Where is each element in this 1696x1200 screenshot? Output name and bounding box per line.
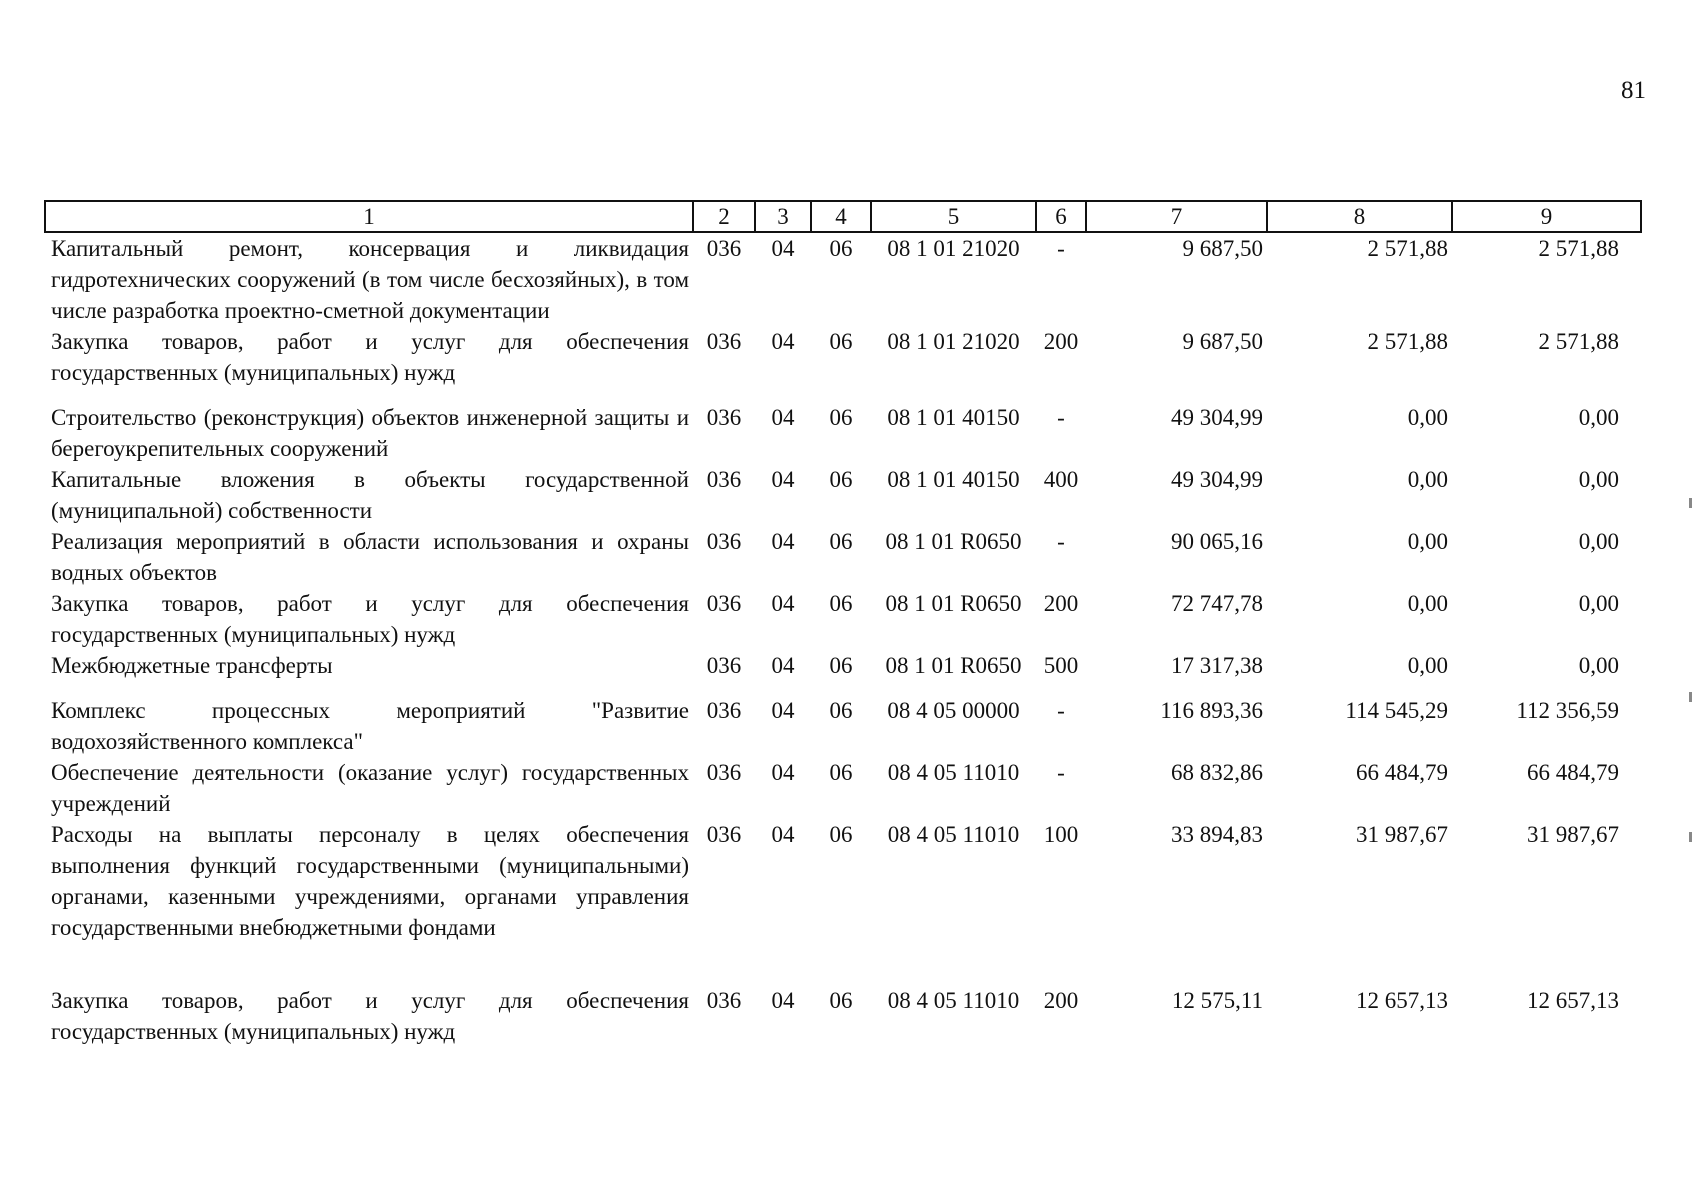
row-amount-col7: 116 893,36 bbox=[1160, 698, 1263, 723]
row-amount-col7: 12 575,11 bbox=[1171, 988, 1263, 1013]
row-ministry-code: 036 bbox=[706, 760, 742, 785]
row-subsection-code: 06 bbox=[829, 405, 853, 430]
table-row bbox=[45, 819, 1641, 985]
row-name: Расходы на выплаты персоналу в целях обеспечения выполнения функций государственными (муниципальными) органами, казенными учреждениями, органами управления государственными внебюджетными фондами bbox=[51, 822, 689, 940]
row-section-code: 04 bbox=[771, 529, 795, 554]
row-amount-col9: 0,00 bbox=[1578, 467, 1619, 492]
row-ministry-code: 036 bbox=[706, 988, 742, 1013]
scan-edge-mark bbox=[1689, 498, 1692, 508]
header-col-8: 8 bbox=[1267, 201, 1452, 232]
row-target-code: 08 1 01 R0650 bbox=[885, 529, 1022, 554]
row-name: Капитальные вложения в объекты государственной (муниципальной) собственности bbox=[51, 467, 689, 523]
row-subsection-code: 06 bbox=[829, 467, 853, 492]
row-ministry-code: 036 bbox=[706, 653, 742, 678]
row-section-code: 04 bbox=[771, 467, 795, 492]
budget-table bbox=[44, 200, 1642, 1047]
table-row bbox=[45, 757, 1641, 819]
row-subsection-code: 06 bbox=[829, 529, 853, 554]
row-amount-col8: 2 571,88 bbox=[1367, 329, 1448, 354]
row-ministry-code: 036 bbox=[706, 698, 742, 723]
row-amount-col8: 31 987,67 bbox=[1356, 822, 1448, 847]
table-row bbox=[45, 232, 1641, 326]
row-amount-col8: 66 484,79 bbox=[1356, 760, 1448, 785]
header-col-6: 6 bbox=[1036, 201, 1086, 232]
row-section-code: 04 bbox=[771, 236, 795, 261]
table-row bbox=[45, 402, 1641, 464]
row-amount-col7: 9 687,50 bbox=[1182, 329, 1263, 354]
row-expense-type: - bbox=[1057, 529, 1065, 554]
row-amount-col8: 0,00 bbox=[1407, 653, 1448, 678]
row-expense-type: 100 bbox=[1043, 822, 1079, 847]
row-subsection-code: 06 bbox=[829, 329, 853, 354]
row-section-code: 04 bbox=[771, 329, 795, 354]
header-row bbox=[45, 201, 1641, 232]
header-col-9: 9 bbox=[1452, 201, 1641, 232]
row-amount-col7: 72 747,78 bbox=[1171, 591, 1263, 616]
row-ministry-code: 036 bbox=[706, 405, 742, 430]
row-amount-col7: 68 832,86 bbox=[1171, 760, 1263, 785]
row-expense-type: 400 bbox=[1043, 467, 1079, 492]
row-expense-type: - bbox=[1057, 760, 1065, 785]
header-col-2: 2 bbox=[693, 201, 755, 232]
row-subsection-code: 06 bbox=[829, 236, 853, 261]
row-amount-col9: 2 571,88 bbox=[1538, 236, 1619, 261]
row-amount-col9: 12 657,13 bbox=[1527, 988, 1619, 1013]
row-section-code: 04 bbox=[771, 591, 795, 616]
header-col-5: 5 bbox=[871, 201, 1036, 232]
row-target-code: 08 1 01 R0650 bbox=[885, 653, 1022, 678]
scan-edge-mark bbox=[1689, 832, 1692, 842]
row-amount-col9: 0,00 bbox=[1578, 529, 1619, 554]
row-expense-type: 200 bbox=[1043, 329, 1079, 354]
row-section-code: 04 bbox=[771, 698, 795, 723]
row-amount-col9: 0,00 bbox=[1578, 653, 1619, 678]
header-col-3: 3 bbox=[755, 201, 811, 232]
row-amount-col9: 112 356,59 bbox=[1516, 698, 1619, 723]
row-section-code: 04 bbox=[771, 760, 795, 785]
row-amount-col9: 0,00 bbox=[1578, 591, 1619, 616]
row-ministry-code: 036 bbox=[706, 329, 742, 354]
header-col-1: 1 bbox=[45, 201, 693, 232]
row-amount-col8: 0,00 bbox=[1407, 405, 1448, 430]
row-target-code: 08 1 01 21020 bbox=[887, 329, 1020, 354]
row-expense-type: 500 bbox=[1043, 653, 1079, 678]
row-name: Реализация мероприятий в области использования и охраны водных объектов bbox=[51, 529, 689, 585]
row-target-code: 08 4 05 00000 bbox=[887, 698, 1020, 723]
row-ministry-code: 036 bbox=[706, 467, 742, 492]
table-row bbox=[45, 326, 1641, 402]
row-ministry-code: 036 bbox=[706, 591, 742, 616]
row-subsection-code: 06 bbox=[829, 822, 853, 847]
scan-edge-mark bbox=[1689, 692, 1692, 702]
row-section-code: 04 bbox=[771, 822, 795, 847]
row-ministry-code: 036 bbox=[706, 822, 742, 847]
row-name: Закупка товаров, работ и услуг для обеспечения государственных (муниципальных) нужд bbox=[51, 988, 689, 1044]
row-expense-type: 200 bbox=[1043, 988, 1079, 1013]
row-target-code: 08 1 01 40150 bbox=[887, 467, 1020, 492]
table-row bbox=[45, 526, 1641, 588]
row-name: Обеспечение деятельности (оказание услуг) государственных учреждений bbox=[51, 760, 689, 816]
row-amount-col8: 0,00 bbox=[1407, 529, 1448, 554]
row-amount-col7: 17 317,38 bbox=[1171, 653, 1263, 678]
row-amount-col8: 0,00 bbox=[1407, 467, 1448, 492]
row-amount-col7: 49 304,99 bbox=[1171, 467, 1263, 492]
row-amount-col7: 49 304,99 bbox=[1171, 405, 1263, 430]
row-expense-type: - bbox=[1057, 698, 1065, 723]
row-expense-type: - bbox=[1057, 236, 1065, 261]
table-row bbox=[45, 695, 1641, 757]
row-name: Закупка товаров, работ и услуг для обеспечения государственных (муниципальных) нужд bbox=[51, 591, 689, 647]
row-amount-col7: 9 687,50 bbox=[1182, 236, 1263, 261]
row-name: Капитальный ремонт, консервация и ликвидация гидротехнических сооружений (в том числе бесхозяйных), в том числе разработка проектно-сметной документации bbox=[51, 236, 689, 323]
row-amount-col7: 90 065,16 bbox=[1171, 529, 1263, 554]
row-target-code: 08 1 01 21020 bbox=[887, 236, 1020, 261]
row-amount-col9: 0,00 bbox=[1578, 405, 1619, 430]
row-name: Строительство (реконструкция) объектов инженерной защиты и берегоукрепительных сооружений bbox=[51, 405, 689, 461]
row-target-code: 08 4 05 11010 bbox=[887, 988, 1020, 1013]
row-subsection-code: 06 bbox=[829, 988, 853, 1013]
header-col-4: 4 bbox=[811, 201, 871, 232]
row-target-code: 08 1 01 R0650 bbox=[885, 591, 1022, 616]
row-expense-type: 200 bbox=[1043, 591, 1079, 616]
row-target-code: 08 4 05 11010 bbox=[887, 822, 1020, 847]
row-section-code: 04 bbox=[771, 988, 795, 1013]
table-row bbox=[45, 650, 1641, 695]
row-amount-col8: 2 571,88 bbox=[1367, 236, 1448, 261]
table-row bbox=[45, 588, 1641, 650]
row-expense-type: - bbox=[1057, 405, 1065, 430]
row-name: Межбюджетные трансферты bbox=[51, 653, 333, 678]
row-name: Закупка товаров, работ и услуг для обеспечения государственных (муниципальных) нужд bbox=[51, 329, 689, 385]
row-amount-col8: 0,00 bbox=[1407, 591, 1448, 616]
header-col-7: 7 bbox=[1086, 201, 1267, 232]
row-section-code: 04 bbox=[771, 405, 795, 430]
row-section-code: 04 bbox=[771, 653, 795, 678]
row-amount-col8: 114 545,29 bbox=[1345, 698, 1448, 723]
row-ministry-code: 036 bbox=[706, 529, 742, 554]
row-name: Комплекс процессных мероприятий "Развитие водохозяйственного комплекса" bbox=[51, 698, 689, 754]
row-subsection-code: 06 bbox=[829, 653, 853, 678]
row-amount-col8: 12 657,13 bbox=[1356, 988, 1448, 1013]
table-row bbox=[45, 985, 1641, 1047]
row-subsection-code: 06 bbox=[829, 591, 853, 616]
row-amount-col9: 31 987,67 bbox=[1527, 822, 1619, 847]
row-amount-col9: 66 484,79 bbox=[1527, 760, 1619, 785]
table-row bbox=[45, 464, 1641, 526]
row-subsection-code: 06 bbox=[829, 698, 853, 723]
row-amount-col9: 2 571,88 bbox=[1538, 329, 1619, 354]
row-target-code: 08 4 05 11010 bbox=[887, 760, 1020, 785]
row-subsection-code: 06 bbox=[829, 760, 853, 785]
row-target-code: 08 1 01 40150 bbox=[887, 405, 1020, 430]
page-number: 81 bbox=[1621, 77, 1646, 104]
row-amount-col7: 33 894,83 bbox=[1171, 822, 1263, 847]
row-ministry-code: 036 bbox=[706, 236, 742, 261]
